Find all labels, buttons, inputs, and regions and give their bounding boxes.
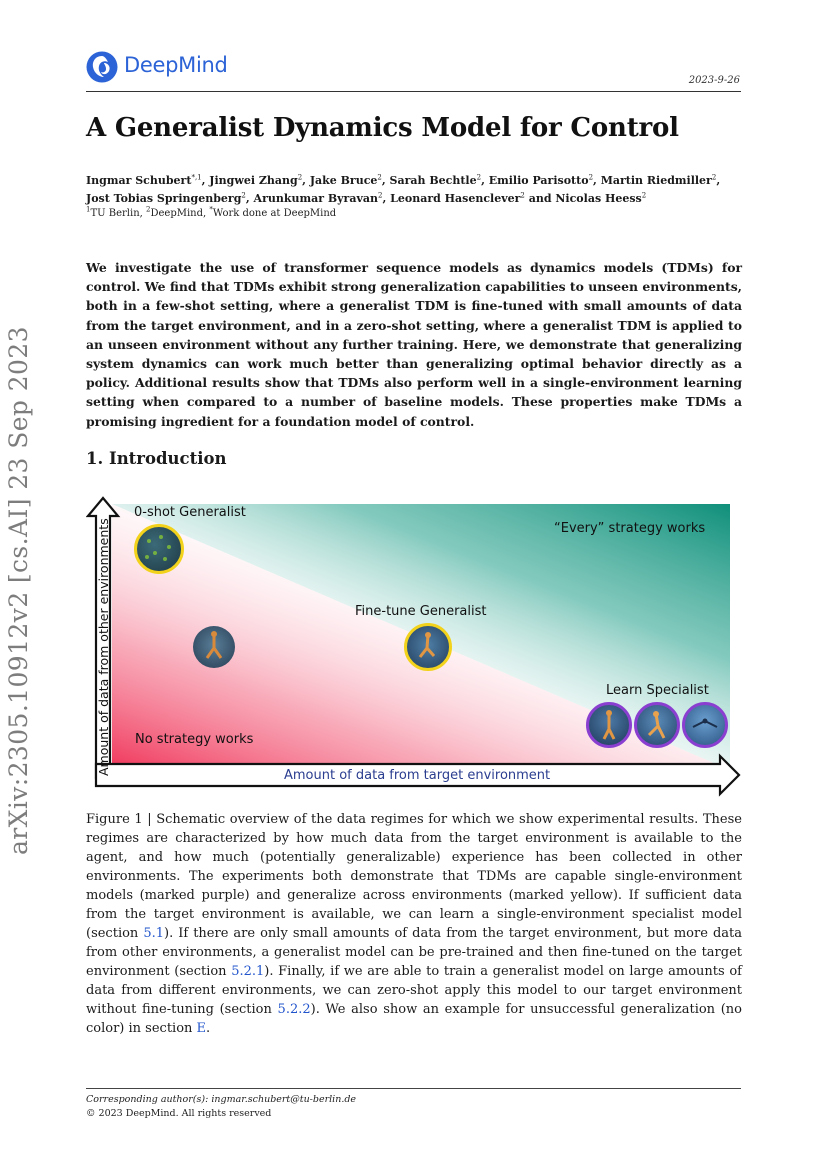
author-name: , Jost Tobias Springenberg	[86, 174, 721, 205]
paper-title: A Generalist Dynamics Model for Control	[86, 113, 679, 143]
author-affil-sup: 2	[641, 191, 647, 200]
author-name: , Sarah Bechtle	[381, 174, 477, 187]
author-first-sup: *,1	[191, 173, 202, 182]
specialist-env-thumbnail-1	[586, 702, 632, 748]
author-list	[86, 172, 742, 208]
affiliation-text: Work done at DeepMind	[212, 208, 337, 219]
author-name: , Arunkumar Byravan	[245, 192, 378, 205]
author-name: , Leonard Hasenclever	[382, 192, 521, 205]
y-axis-label: Amount of data from other environments	[96, 518, 111, 776]
specialist-env-thumbnail-2	[634, 702, 680, 748]
author-affil-sup: 2	[711, 173, 717, 182]
label-learn-specialist: Learn Specialist	[606, 683, 709, 698]
author-affil-sup: 2	[241, 191, 246, 200]
header-divider	[86, 91, 741, 92]
label-no-strategy: No strategy works	[135, 732, 254, 747]
caption-text-4: ). We also show an example for unsuccessful generalization (no color) in section	[86, 1002, 742, 1036]
author-affil-sup: 2	[377, 173, 382, 182]
author-name: , Emilio Parisotto	[481, 174, 589, 187]
zero-shot-env-thumbnail	[134, 524, 184, 574]
corresponding-label: Corresponding author(s):	[86, 1094, 212, 1105]
author-name: and Nicolas Heess	[524, 192, 642, 205]
label-finetune-generalist: Fine-tune Generalist	[355, 604, 487, 619]
affiliation-sup: *	[209, 205, 213, 214]
specialist-env-thumbnail-3	[682, 702, 728, 748]
author-affil-sup: 2	[476, 173, 482, 182]
arxiv-side-label: arXiv:2305.10912v2 [cs.AI] 23 Sep 2023	[4, 326, 33, 855]
author-first: Ingmar Schubert	[86, 174, 192, 187]
logo-text: DeepMind	[124, 53, 228, 77]
untrained-env-thumbnail	[193, 626, 235, 668]
footer-divider	[86, 1088, 741, 1089]
author-affil-sup: 2	[297, 173, 303, 182]
corresponding-email[interactable]: ingmar.schubert@tu-berlin.de	[211, 1094, 357, 1105]
caption-text-1: Figure 1 | Schematic overview of the data regimes for which we show experimental results. These regimes are characterized by how much data from the target environment is available to the agent, and how much (potentially generalizable) experience has been collected in other environments. The experiments both demonstrate that TDMs are capable single-environment models (marked purple) and generalize across environments (marked yellow). If sufficient data from the target environment is available, we can learn a single-environment specialist model (section	[86, 812, 742, 941]
author-name: , Jake Bruce	[302, 174, 378, 187]
affiliation-text: TU Berlin,	[90, 208, 146, 219]
finetune-env-thumbnail	[404, 623, 452, 671]
copyright-notice: © 2023 DeepMind. All rights reserved	[86, 1108, 272, 1119]
figure-caption	[86, 810, 742, 1038]
author-affil-sup: 2	[520, 191, 525, 200]
caption-ref-5-2-2[interactable]: 5.2.2	[277, 1002, 311, 1017]
affiliations	[86, 205, 337, 219]
caption-ref-5-2-1[interactable]: 5.2.1	[231, 964, 265, 979]
caption-text-end: .	[206, 1021, 211, 1036]
label-every-strategy: “Every” strategy works	[554, 521, 706, 536]
affiliation-text: DeepMind,	[150, 208, 210, 219]
affiliation-sup: 1	[86, 205, 91, 214]
figure-1	[86, 494, 746, 800]
paper-date: 2023-9-26	[688, 75, 740, 86]
deepmind-logo-icon	[86, 51, 118, 83]
affiliation-sup: 2	[146, 205, 151, 214]
label-zero-shot-generalist: 0-shot Generalist	[134, 505, 246, 520]
deepmind-logo	[86, 50, 236, 86]
section-heading: 1. Introduction	[86, 449, 227, 468]
corresponding-author	[86, 1094, 356, 1105]
author-name: , Jingwei Zhang	[201, 174, 298, 187]
caption-text-2: ). If there are only small amounts of data from the target environment, but more data from other environments, a generalist model can be pre-trained and then fine-tuned on the target environment (section	[86, 926, 742, 979]
caption-ref-5-1[interactable]: 5.1	[143, 926, 165, 941]
author-name: , Martin Riedmiller	[593, 174, 712, 187]
author-affil-sup: 2	[378, 191, 383, 200]
abstract: We investigate the use of transformer sequence models as dynamics models (TDMs) for control. We find that TDMs exhibit strong generalization capabilities to unseen environments, both in a few-shot setting, where a generalist TDM is fine-tuned with small amounts of data from the target environment, and in a zero-shot setting, where a generalist TDM is applied to an unseen environment without any further training. Here, we demonstrate that generalizing system dynamics can work much better than generalizing optimal behavior directly as a policy. Additional results show that TDMs also perform well in a single-environment learning setting when compared to a number of baseline models. These properties make TDMs a promising ingredient for a foundation model of control.	[86, 260, 742, 429]
caption-ref-e[interactable]: E	[196, 1021, 207, 1036]
author-affil-sup: 2	[588, 173, 594, 182]
x-axis-label: Amount of data from target environment	[284, 768, 551, 783]
caption-text-3: ). Finally, if we are able to train a generalist model on large amounts of data from different environments, we can zero-shot apply this model to our target environment without fine-tuning (section	[86, 964, 742, 1017]
